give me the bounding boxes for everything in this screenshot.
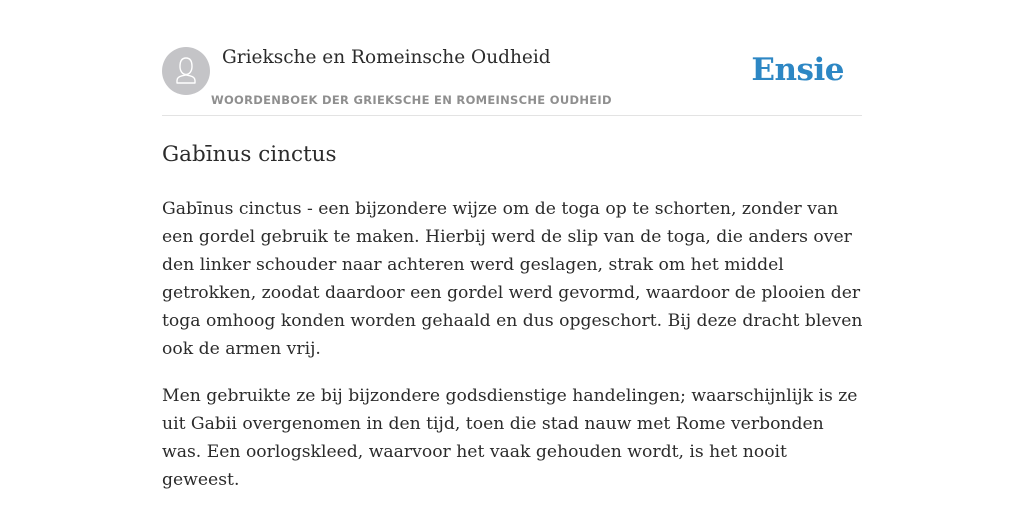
entry-title: Gabīnus cinctus (162, 142, 337, 167)
entry-content (162, 138, 864, 512)
site-title[interactable]: Grieksche en Romeinsche Oudheid (222, 47, 551, 68)
site-header (162, 46, 862, 116)
avatar[interactable] (162, 47, 210, 95)
entry-paragraph: Gabīnus cinctus - een bijzondere wijze om de toga op te schorten, zonder van een gordel gebruik te maken. Hierbij werd de slip van de toga, die anders over den linker schouder naar achteren werd geslagen, strak om het middel getrokken, zoodat daardoor een gordel werd gevormd, waardoor de plooien der toga omhoog konden worden gehaald en dus opgeschort. Bij deze dracht bleven ook de armen vrij. (162, 199, 863, 359)
entry-paragraph: Men gebruikte ze bij bijzondere godsdienstige handelingen; waarschijnlijk is ze uit Gabii overgenomen in den tijd, toen die stad nauw met Rome verbonden was. Een oorlogskleed, waarvoor het vaak gehouden wordt, is het nooit geweest. (162, 386, 858, 490)
user-icon (162, 47, 210, 95)
site-subtitle: WOORDENBOEK DER GRIEKSCHE EN ROMEINSCHE OUDHEID (211, 93, 612, 107)
brand-logo[interactable]: Ensie (751, 52, 844, 88)
